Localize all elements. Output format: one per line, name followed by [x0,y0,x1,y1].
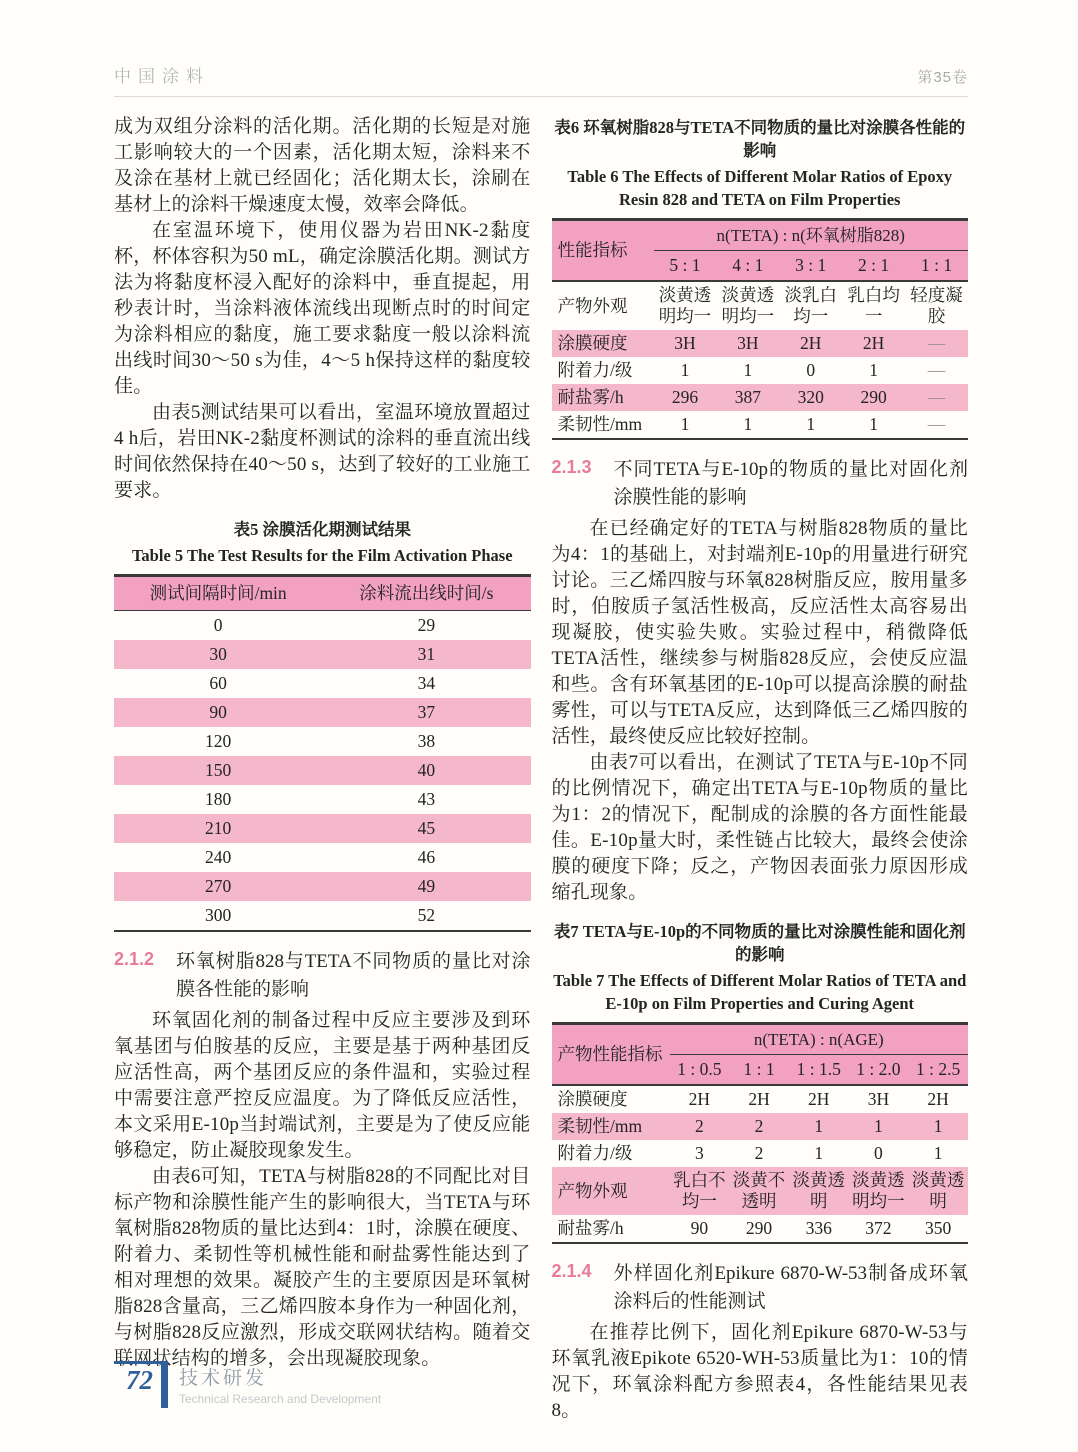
table-cell: 0 [213,615,223,635]
ratio-group-header: n(TETA) : n(AGE) [670,1024,969,1055]
table-row [552,1167,969,1215]
table-cell: 1 [806,414,816,434]
row-label: 涂膜硬度 [557,1089,628,1109]
column-header: 1 : 2.5 [908,1055,968,1086]
table-header-row [552,1024,969,1055]
row-label: 耐盐雾/h [557,387,624,407]
table7-block [552,920,969,1244]
table-cell: — [927,333,946,353]
table-cell: 2 [694,1116,704,1136]
table-row [114,669,531,698]
table-cell: 60 [209,673,227,693]
table-cell: 2H [862,333,885,353]
table-cell: 1 [743,360,753,380]
section-number: 2.1.4 [551,1261,592,1281]
table-cell: 1 [680,414,690,434]
table-cell: 3H [674,333,696,353]
table-cell: 180 [205,789,232,809]
table-cell: 2 [754,1116,764,1136]
table-cell: 52 [417,905,436,925]
table-row [552,1215,969,1243]
table-cell: 1 [933,1116,943,1136]
section-title: 外样固化剂Epikure 6870-W-53制备成环氧涂料后的性能测试 [613,1263,968,1312]
section-title: 环氧树脂828与TETA不同物质的量比对涂膜各性能的影响 [176,951,531,1000]
table-cell: 210 [205,818,232,838]
table-cell: 1 [814,1143,824,1163]
table-cell: 2H [688,1089,711,1109]
page-number-box [114,1361,168,1408]
table6-caption-zh: 表6 环氧树脂828与TETA不同物质的量比对涂膜各性能的影响 [554,118,966,160]
row-label-header: 产物性能指标 [552,1024,670,1086]
table5-block [114,518,531,932]
row-label: 附着力/级 [557,360,633,380]
table-cell: 37 [417,702,436,722]
table-cell: — [927,414,946,434]
table-cell: 淡黄透明均一 [852,1170,905,1211]
table-row [552,330,969,357]
paragraph: 由表7可以看出，在测试了TETA与E-10p不同的比例情况下，确定出TETA与E-10p物质的量比为1：2的情况下，配制成的涂膜的各方面性能最佳。E-10p量大时，柔性链占比较大，最终会使涂膜的硬度下降；反之，产物因表面张力原因形成缩孔现象。 [551,752,968,903]
table-cell: 45 [417,818,436,838]
table7-body [552,1085,969,1243]
column-header: 测试间隔时间/min [114,576,322,611]
table7 [552,1022,969,1244]
left-column [114,114,531,1424]
table-cell: 1 [933,1143,943,1163]
table-cell: 乳白均一 [847,285,900,326]
table-cell: 38 [417,731,436,751]
table-cell: 1 [743,414,753,434]
column-header: 1 : 1.5 [789,1055,849,1086]
table-cell: — [927,360,946,380]
section-2-1-2-heading [114,948,531,1004]
footer-section-en: Technical Research and Development [179,1392,382,1406]
table-cell: 49 [417,876,436,896]
table-cell: 2H [927,1089,949,1109]
table-row [552,384,969,411]
table-header-row [552,220,969,251]
table-cell: 34 [417,673,436,693]
table-cell: 乳白不均一 [673,1170,726,1211]
table-cell: 350 [925,1218,952,1238]
table5-caption-zh: 表5 涂膜活化期测试结果 [233,520,411,539]
table-row [552,357,969,384]
table-cell: 淡黄透明均一 [658,285,712,326]
table-cell: 淡黄不透明 [732,1170,786,1211]
table-row [114,698,531,727]
table-cell: 2H [800,333,822,353]
column-header: 4 : 1 [716,251,779,282]
journal-name: 中国涂料 [114,67,210,86]
table-row [552,411,969,439]
table-row [114,843,531,872]
paragraph: 由表6可知，TETA与树脂828的不同配比对目标产物和涂膜性能产生的影响很大，当TETA与环氧树脂828物质的量比达到4：1时，涂膜在硬度、附着力、柔韧性等机械性能和耐盐雾性能达到了相对理想的效果。凝胶产生的主要原因是环氧树脂828含量高，三乙烯四胺本身作为一种固化剂，与树脂828反应激烈，形成交联网状结构。随着交联网状结构的增多，会出现凝胶现象。 [114,1166,531,1369]
table-row [114,814,531,843]
table-cell: 270 [205,876,232,896]
paragraph: 在室温环境下，使用仪器为岩田NK-2黏度杯，杯体容积为50 mL，确定涂膜活化期。测试方法为将黏度杯浸入配好的涂料中，垂直提起，用秒表计时，当涂料液体流线出现断点时的时间定为涂料相应的黏度，施工要求黏度一般以涂料流出线时间30～50 s为佳，4～5 h保持这样的黏度较佳。 [114,220,531,397]
table-cell: 120 [205,731,232,751]
row-label: 涂膜硬度 [557,333,628,353]
table-cell: 29 [417,615,436,635]
table-cell: 1 [874,1116,883,1136]
right-column [552,114,969,1424]
section-2-1-3-heading [552,456,969,512]
table-cell: 30 [209,644,227,664]
volume-label: 第35卷 [917,69,968,86]
table-cell: 3H [867,1089,890,1109]
page-header [114,0,968,97]
table-cell: 0 [874,1143,883,1163]
paragraph: 环氧固化剂的制备过程中反应主要涉及到环氧基团与伯胺基的反应，主要是基于两种基团反应活性高，两个基团反应的条件温和，实验过程中需要注意严控反应温度。为了降低反应活性，本文采用E-10p当封端试剂，主要是为了使反应能够稳定，防止凝胶现象发生。 [114,1010,531,1161]
table-cell: 240 [205,847,232,867]
table-cell: 2H [748,1089,770,1109]
column-header: 5 : 1 [654,251,717,282]
paragraph: 由表5测试结果可以看出，室温环境放置超过4 h后，岩田NK-2黏度杯测试的涂料的垂直流出线时间依然保持在40～50 s，达到了较好的工业施工要求。 [114,402,531,501]
row-label: 产物外观 [557,295,628,316]
table-cell: 1 [680,360,690,380]
row-label: 耐盐雾/h [557,1218,624,1238]
table-row [552,1113,969,1140]
table6-caption-en: Table 6 The Effects of Different Molar Ratios of Epoxy Resin 828 and TETA on Film Properties [567,167,953,209]
column-header: 2 : 1 [842,251,905,282]
table-cell: 31 [417,644,436,664]
table-row [114,901,531,931]
paragraph: 在已经确定好的TETA与树脂828物质的量比为4：1的基础上，对封端剂E-10p的用量进行研究讨论。三乙烯四胺与环氧828树脂反应，胺用量多时，伯胺质子氢活性极高，反应活性太高容易出现凝胶，使实验失败。实验过程中，稍微降低TETA活性，继续参与树脂828反应，会使反应温和些。含有环氧基团的E-10p可以提高涂膜的耐盐雾性，可以与TETA反应，达到降低三乙烯四胺的活性，最终使反应比较好控制。 [551,518,968,747]
column-header: 1 : 1 [729,1055,789,1086]
table-cell: 淡黄透明 [792,1170,845,1211]
table7-caption-en: Table 7 The Effects of Different Molar Ratios of TETA and E-10p on Film Properties and Curing Agent [553,971,967,1013]
table-cell: 300 [205,905,232,925]
table6-block [552,116,969,440]
column-header: 1 : 0.5 [670,1055,730,1086]
table-cell: 3H [737,333,759,353]
table-cell: 1 [869,414,878,434]
section-number: 2.1.2 [114,949,155,969]
row-label-header: 性能指标 [552,220,654,282]
section-title: 不同TETA与E-10p的物质的量比对固化剂涂膜性能的影响 [613,459,968,508]
row-label: 柔韧性/mm [557,1116,643,1136]
table-cell: 372 [865,1218,892,1238]
table-cell: 150 [205,760,232,780]
table6 [552,218,969,440]
table-cell: 387 [734,387,761,407]
table-row [114,756,531,785]
ratio-group-header: n(TETA) : n(环氧树脂828) [654,220,969,251]
table-cell: 43 [417,789,436,809]
table5-body [114,611,531,932]
table-cell: 1 [869,360,878,380]
table-cell: 46 [417,847,436,867]
table-row [114,785,531,814]
table-row [552,1085,969,1113]
table-cell: 90 [690,1218,709,1238]
table-row [114,872,531,901]
table5-caption-en: Table 5 The Test Results for the Film Activation Phase [131,546,513,565]
table-cell: 40 [417,760,436,780]
table-row [114,727,531,756]
table-cell: 淡乳白均一 [784,285,837,326]
table-cell: 淡黄透明 [911,1170,965,1211]
table-cell: 3 [694,1143,704,1163]
table7-caption-zh: 表7 TETA与E-10p的不同物质的量比对涂膜性能和固化剂的影响 [553,922,966,964]
page-footer [114,1361,381,1408]
column-header: 1 : 2.0 [849,1055,909,1086]
table6-body [552,281,969,439]
column-header: 涂料流出线时间/s [322,576,530,611]
table-cell: 90 [209,702,227,722]
column-header: 3 : 1 [779,251,842,282]
row-label: 柔韧性/mm [557,414,643,434]
paragraph: 成为双组分涂料的活化期。活化期的长短是对施工影响较大的一个因素，活化期太短，涂料来不及涂在基材上就已经固化；活化期太长，涂刷在基材上的涂料干燥速度太慢，效率会降低。 [114,116,531,215]
table-cell: 336 [805,1218,832,1238]
two-column-body [114,114,968,1424]
table-row [114,611,531,641]
section-number: 2.1.3 [551,457,592,477]
table-header-row [114,576,531,611]
table5 [114,574,531,932]
page-number: 72 [126,1365,153,1395]
table-cell: 0 [806,360,816,380]
table-cell: — [927,387,946,407]
row-label: 产物外观 [557,1180,628,1201]
column-header: 1 : 1 [905,251,968,282]
footer-section [179,1361,381,1406]
table-cell: 2 [754,1143,764,1163]
table-cell: 296 [671,387,699,407]
footer-section-zh: 技术研发 [179,1368,268,1389]
table-cell: 淡黄透明均一 [721,285,775,326]
table-cell: 2H [808,1089,830,1109]
table-cell: 290 [860,387,887,407]
table-row [552,1140,969,1167]
table-cell: 1 [814,1116,824,1136]
table-row [114,640,531,669]
table-cell: 轻度凝胶 [910,285,963,326]
paragraph: 在推荐比例下，固化剂Epikure 6870-W-53与环氧乳液Epikote 6520-WH-53质量比为1：10的情况下，环氧涂料配方参照表4，各性能结果见表8。 [551,1322,968,1421]
table-cell: 320 [797,387,824,407]
table-cell: 290 [745,1218,773,1238]
section-2-1-4-heading [552,1260,969,1316]
row-label: 附着力/级 [557,1143,633,1163]
table-row [552,281,969,330]
